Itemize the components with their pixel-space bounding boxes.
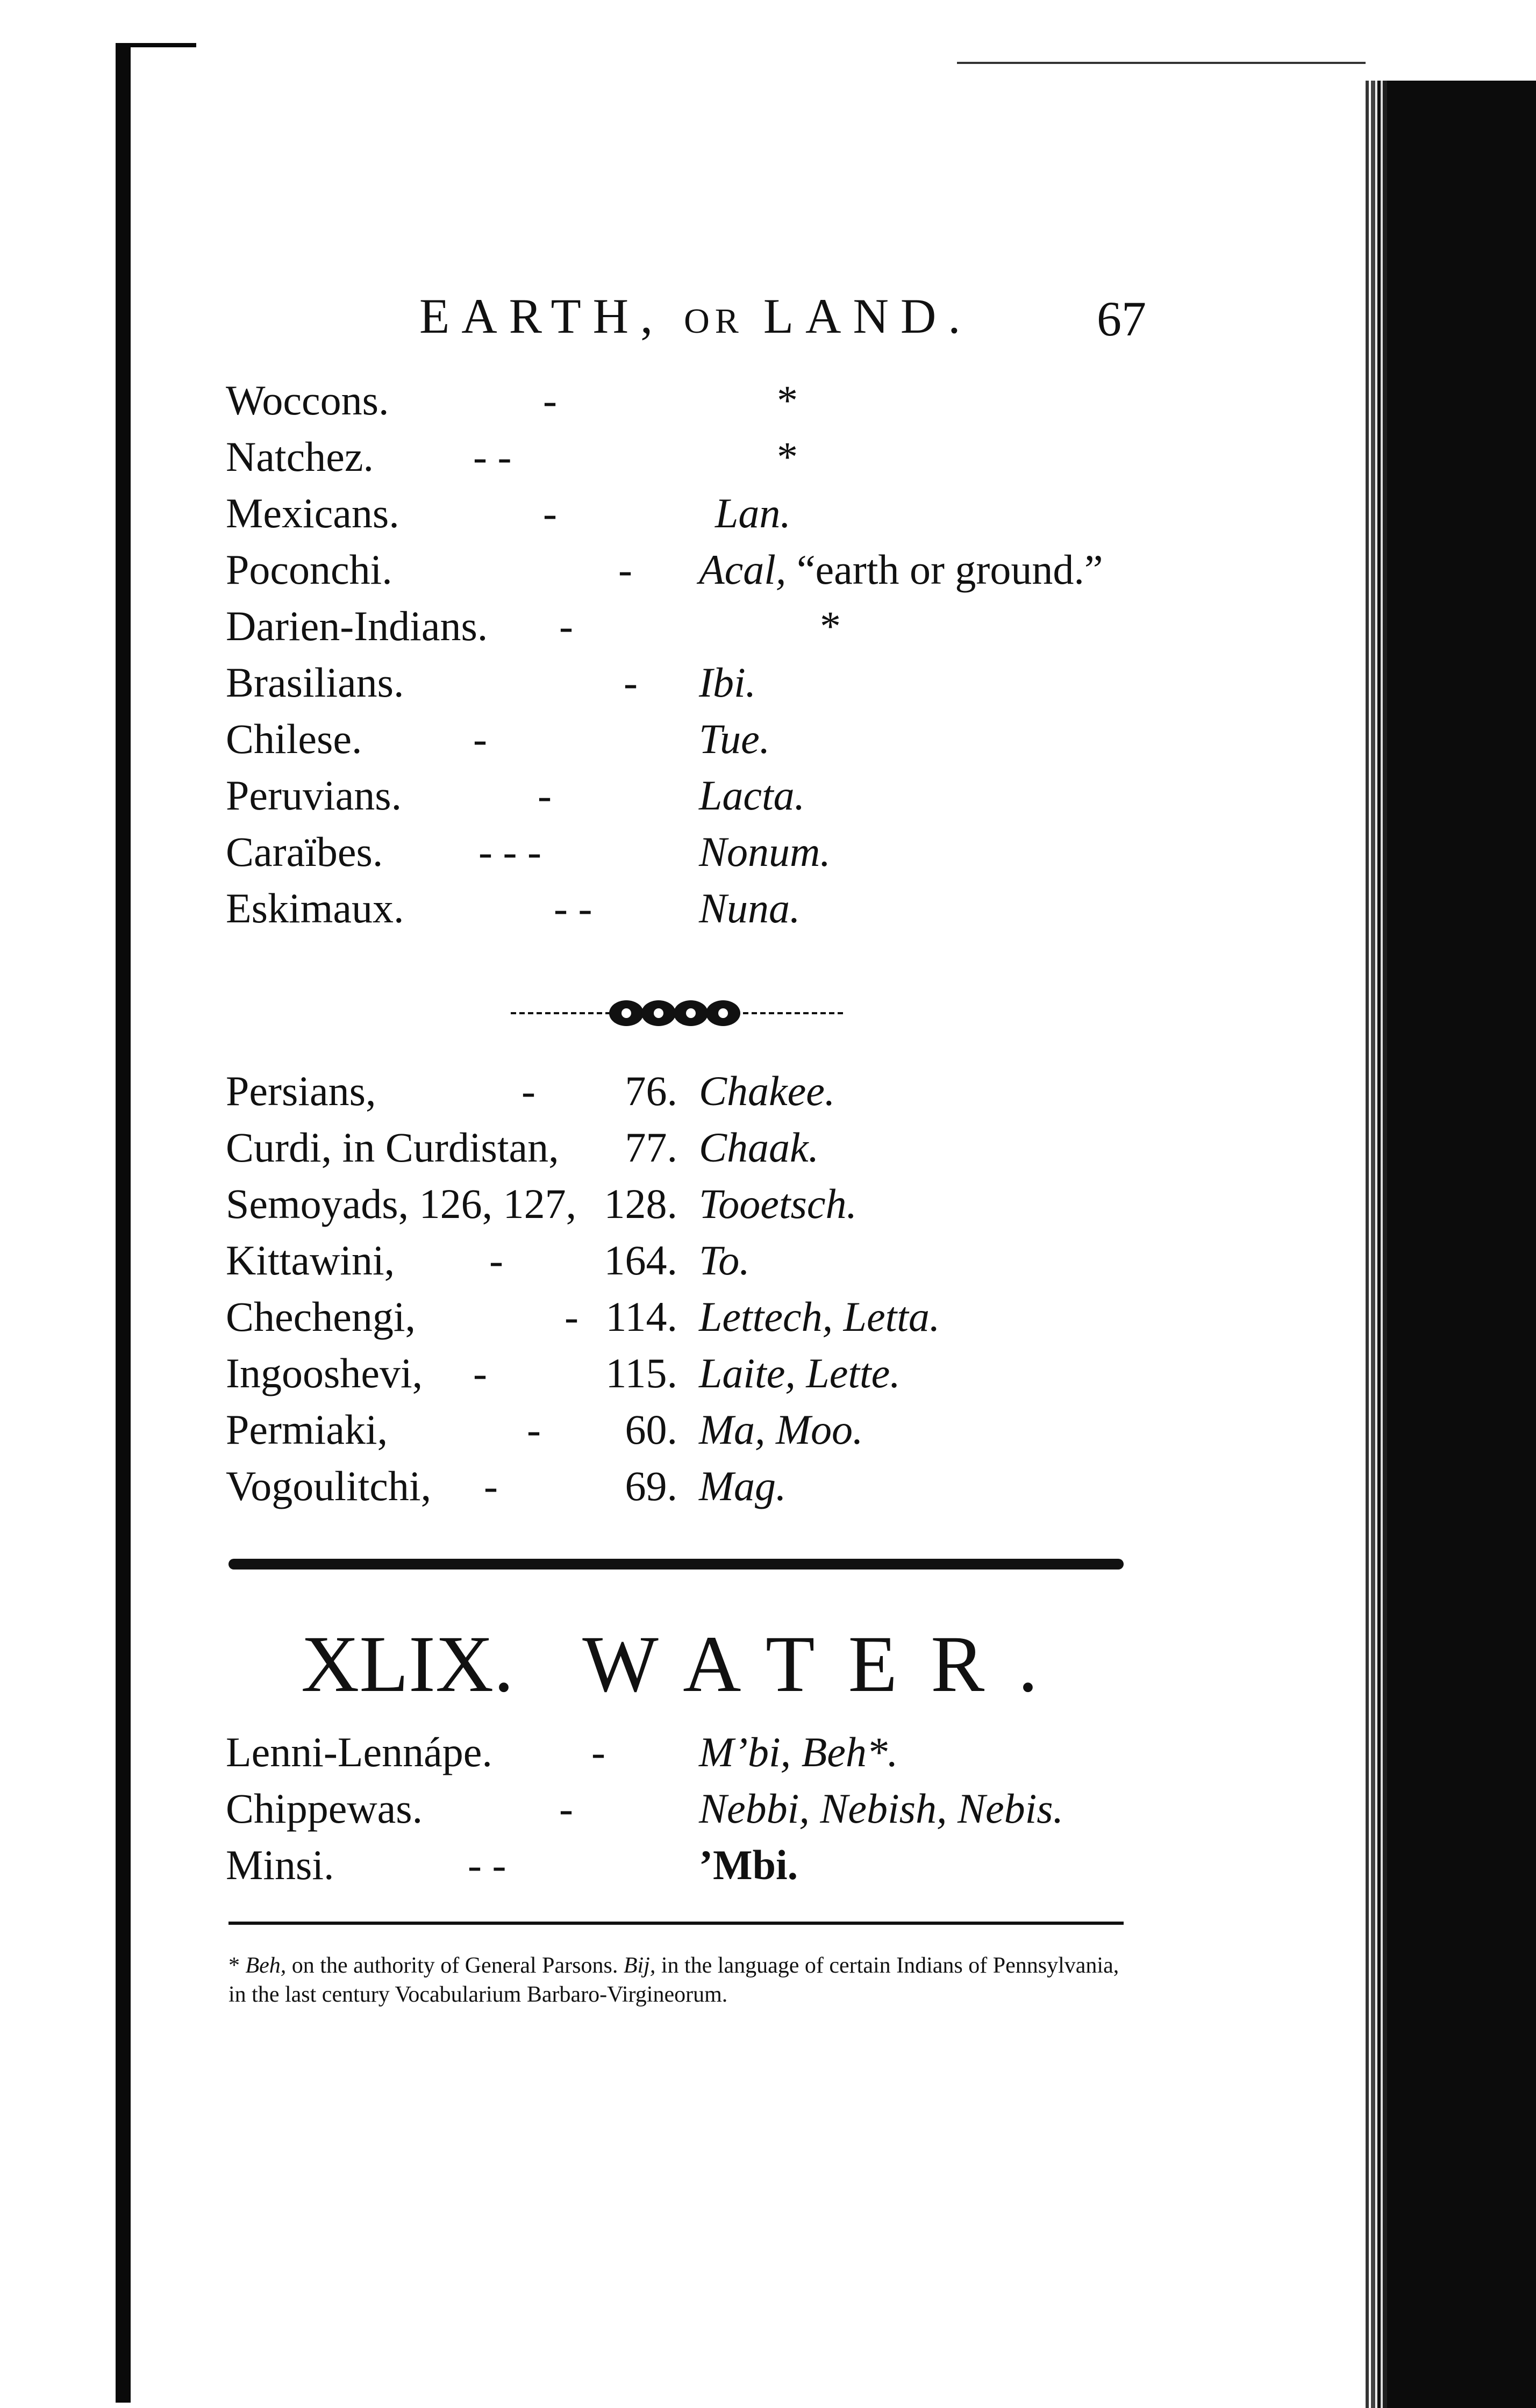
leader-dash: - — [559, 1785, 573, 1832]
language-name: Lenni-Lennápe. — [226, 1729, 492, 1775]
language-name: Vogoulitchi, — [226, 1463, 432, 1509]
word-entry: Nuna. — [699, 885, 801, 931]
leader-dash: - — [521, 1067, 535, 1114]
list-item — [0, 1349, 901, 1403]
word-entry: Chaak. — [699, 1124, 819, 1171]
leader-dash: - - - — [478, 828, 541, 875]
word-entry: To. — [699, 1237, 750, 1284]
language-name: Chilese. — [226, 715, 362, 762]
reference-number: 77. — [625, 1124, 677, 1171]
language-name: Darien-Indians. — [226, 603, 488, 649]
leader-dash: - — [473, 715, 487, 762]
leader-dash: - — [538, 772, 552, 819]
list-item — [0, 489, 1129, 543]
list-item — [0, 1728, 1129, 1782]
leader-dash: - — [489, 1237, 503, 1284]
language-name: Kittawini, — [226, 1237, 395, 1284]
word-entry: M’bi, Beh*. — [699, 1729, 898, 1775]
list-item — [0, 1293, 940, 1346]
list-item — [0, 828, 1129, 882]
footnote-text-1: on the authority of General Parsons. — [286, 1953, 624, 1978]
section-number: XLIX. — [301, 1619, 514, 1709]
footnote-rule — [228, 1922, 1124, 1925]
scan-edge-line — [957, 62, 1366, 64]
language-name: Mexicans. — [226, 490, 399, 536]
list-item — [0, 1841, 1129, 1895]
list-item — [0, 1784, 1129, 1838]
leader-dash: - - — [473, 433, 512, 480]
word-entry: Laite, Lette. — [699, 1350, 901, 1396]
reference-number: 69. — [625, 1463, 677, 1509]
list-item — [0, 658, 1129, 712]
word-entry: Tooetsch. — [699, 1180, 857, 1227]
leader-dash: - — [543, 490, 557, 536]
page-number: 67 — [1097, 291, 1146, 346]
reference-number: 128. — [604, 1180, 677, 1227]
word-entry: Lettech, Letta. — [699, 1293, 940, 1340]
word-entry: Nonum. — [699, 828, 831, 875]
language-name: Eskimaux. — [226, 885, 404, 931]
list-item — [0, 1180, 857, 1234]
footnote-marker: * — [228, 1953, 240, 1978]
leader-dash: - — [527, 1406, 541, 1453]
leader-dash: - - — [468, 1841, 506, 1888]
reference-number: 164. — [604, 1237, 677, 1284]
language-name: Curdi, in Curdistan, — [226, 1124, 559, 1171]
language-name: Minsi. — [226, 1841, 334, 1888]
reference-number: 76. — [625, 1067, 677, 1114]
footnote-term-2: Bij, — [623, 1953, 656, 1978]
language-name: Peruvians. — [226, 772, 402, 819]
list-item — [0, 376, 1129, 430]
reference-number: 114. — [605, 1293, 677, 1340]
leader-dash: - - — [554, 885, 592, 931]
page-edge-shadow-right — [1376, 81, 1536, 2408]
footnote-text-2: in the language of certain Indians of Pennsylvania, in the last century Vocabularium Barbaro-Virgineorum. — [228, 1953, 1119, 2007]
binding-shadow-top — [116, 43, 196, 47]
word-entry: Chakee. — [699, 1067, 835, 1114]
running-head — [419, 288, 1161, 347]
language-name: Chechengi, — [226, 1293, 416, 1340]
footnote-term-1: Beh, — [245, 1953, 287, 1978]
leader-dash: - — [565, 1293, 578, 1340]
decorative-ornament — [511, 997, 844, 1029]
word-entry: ’Mbi. — [699, 1841, 798, 1888]
word-entry: Ibi. — [699, 659, 756, 706]
list-item — [0, 1406, 863, 1459]
language-name: Natchez. — [226, 433, 374, 480]
list-item — [0, 546, 1151, 599]
list-item — [0, 884, 1129, 938]
word-entry: Ma, Moo. — [699, 1406, 863, 1453]
list-item — [0, 602, 1129, 656]
word-entry: * — [777, 433, 798, 480]
leader-dash: - — [559, 603, 573, 649]
list-item — [0, 433, 1129, 486]
leader-dash: - — [618, 546, 632, 593]
section-rule — [228, 1559, 1124, 1570]
list-item — [0, 1462, 787, 1516]
list-item — [0, 1123, 819, 1177]
running-head-right: LAND. — [763, 289, 973, 343]
leader-dash: - — [591, 1729, 605, 1775]
language-name: Woccons. — [226, 377, 389, 424]
word-entry: * — [820, 603, 841, 649]
leader-dash: - — [473, 1350, 487, 1396]
leader-dash: - — [543, 377, 557, 424]
section-heading — [301, 1618, 1071, 1710]
language-name: Caraïbes. — [226, 828, 383, 875]
word-entry: * — [777, 377, 798, 424]
word-entry: Nebbi, Nebish, Nebis. — [699, 1785, 1064, 1832]
leader-dash: - — [624, 659, 638, 706]
language-name: Persians, — [226, 1067, 376, 1114]
section-title-text: WATER. — [582, 1619, 1071, 1709]
footnote — [228, 1951, 1124, 2009]
word-entry — [699, 546, 1103, 594]
language-name: Ingooshevi, — [226, 1350, 423, 1396]
list-item — [0, 715, 1129, 769]
language-name: Permiaki, — [226, 1406, 388, 1453]
list-item — [0, 1236, 750, 1290]
list-item — [0, 771, 1129, 825]
word-entry: Tue. — [699, 715, 770, 762]
word-entry: Mag. — [699, 1463, 787, 1509]
page-edge-texture — [1366, 81, 1387, 2408]
language-name: Poconchi. — [226, 546, 392, 593]
running-head-mid: OR — [684, 302, 744, 341]
reference-number: 60. — [625, 1406, 677, 1453]
reference-number: 115. — [605, 1350, 677, 1396]
word-entry: Lan. — [715, 490, 791, 536]
running-head-left: EARTH, — [419, 289, 665, 343]
language-name: Chippewas. — [226, 1785, 423, 1832]
leader-dash: - — [484, 1463, 498, 1509]
language-name: Brasilians. — [226, 659, 404, 706]
word-entry-gloss: “earth or ground.” — [786, 546, 1103, 593]
word-entry: Lacta. — [699, 772, 805, 819]
list-item — [0, 1067, 835, 1121]
language-name: Semoyads, 126, 127, — [226, 1180, 577, 1227]
word-entry-italic: Acal, — [699, 546, 787, 593]
